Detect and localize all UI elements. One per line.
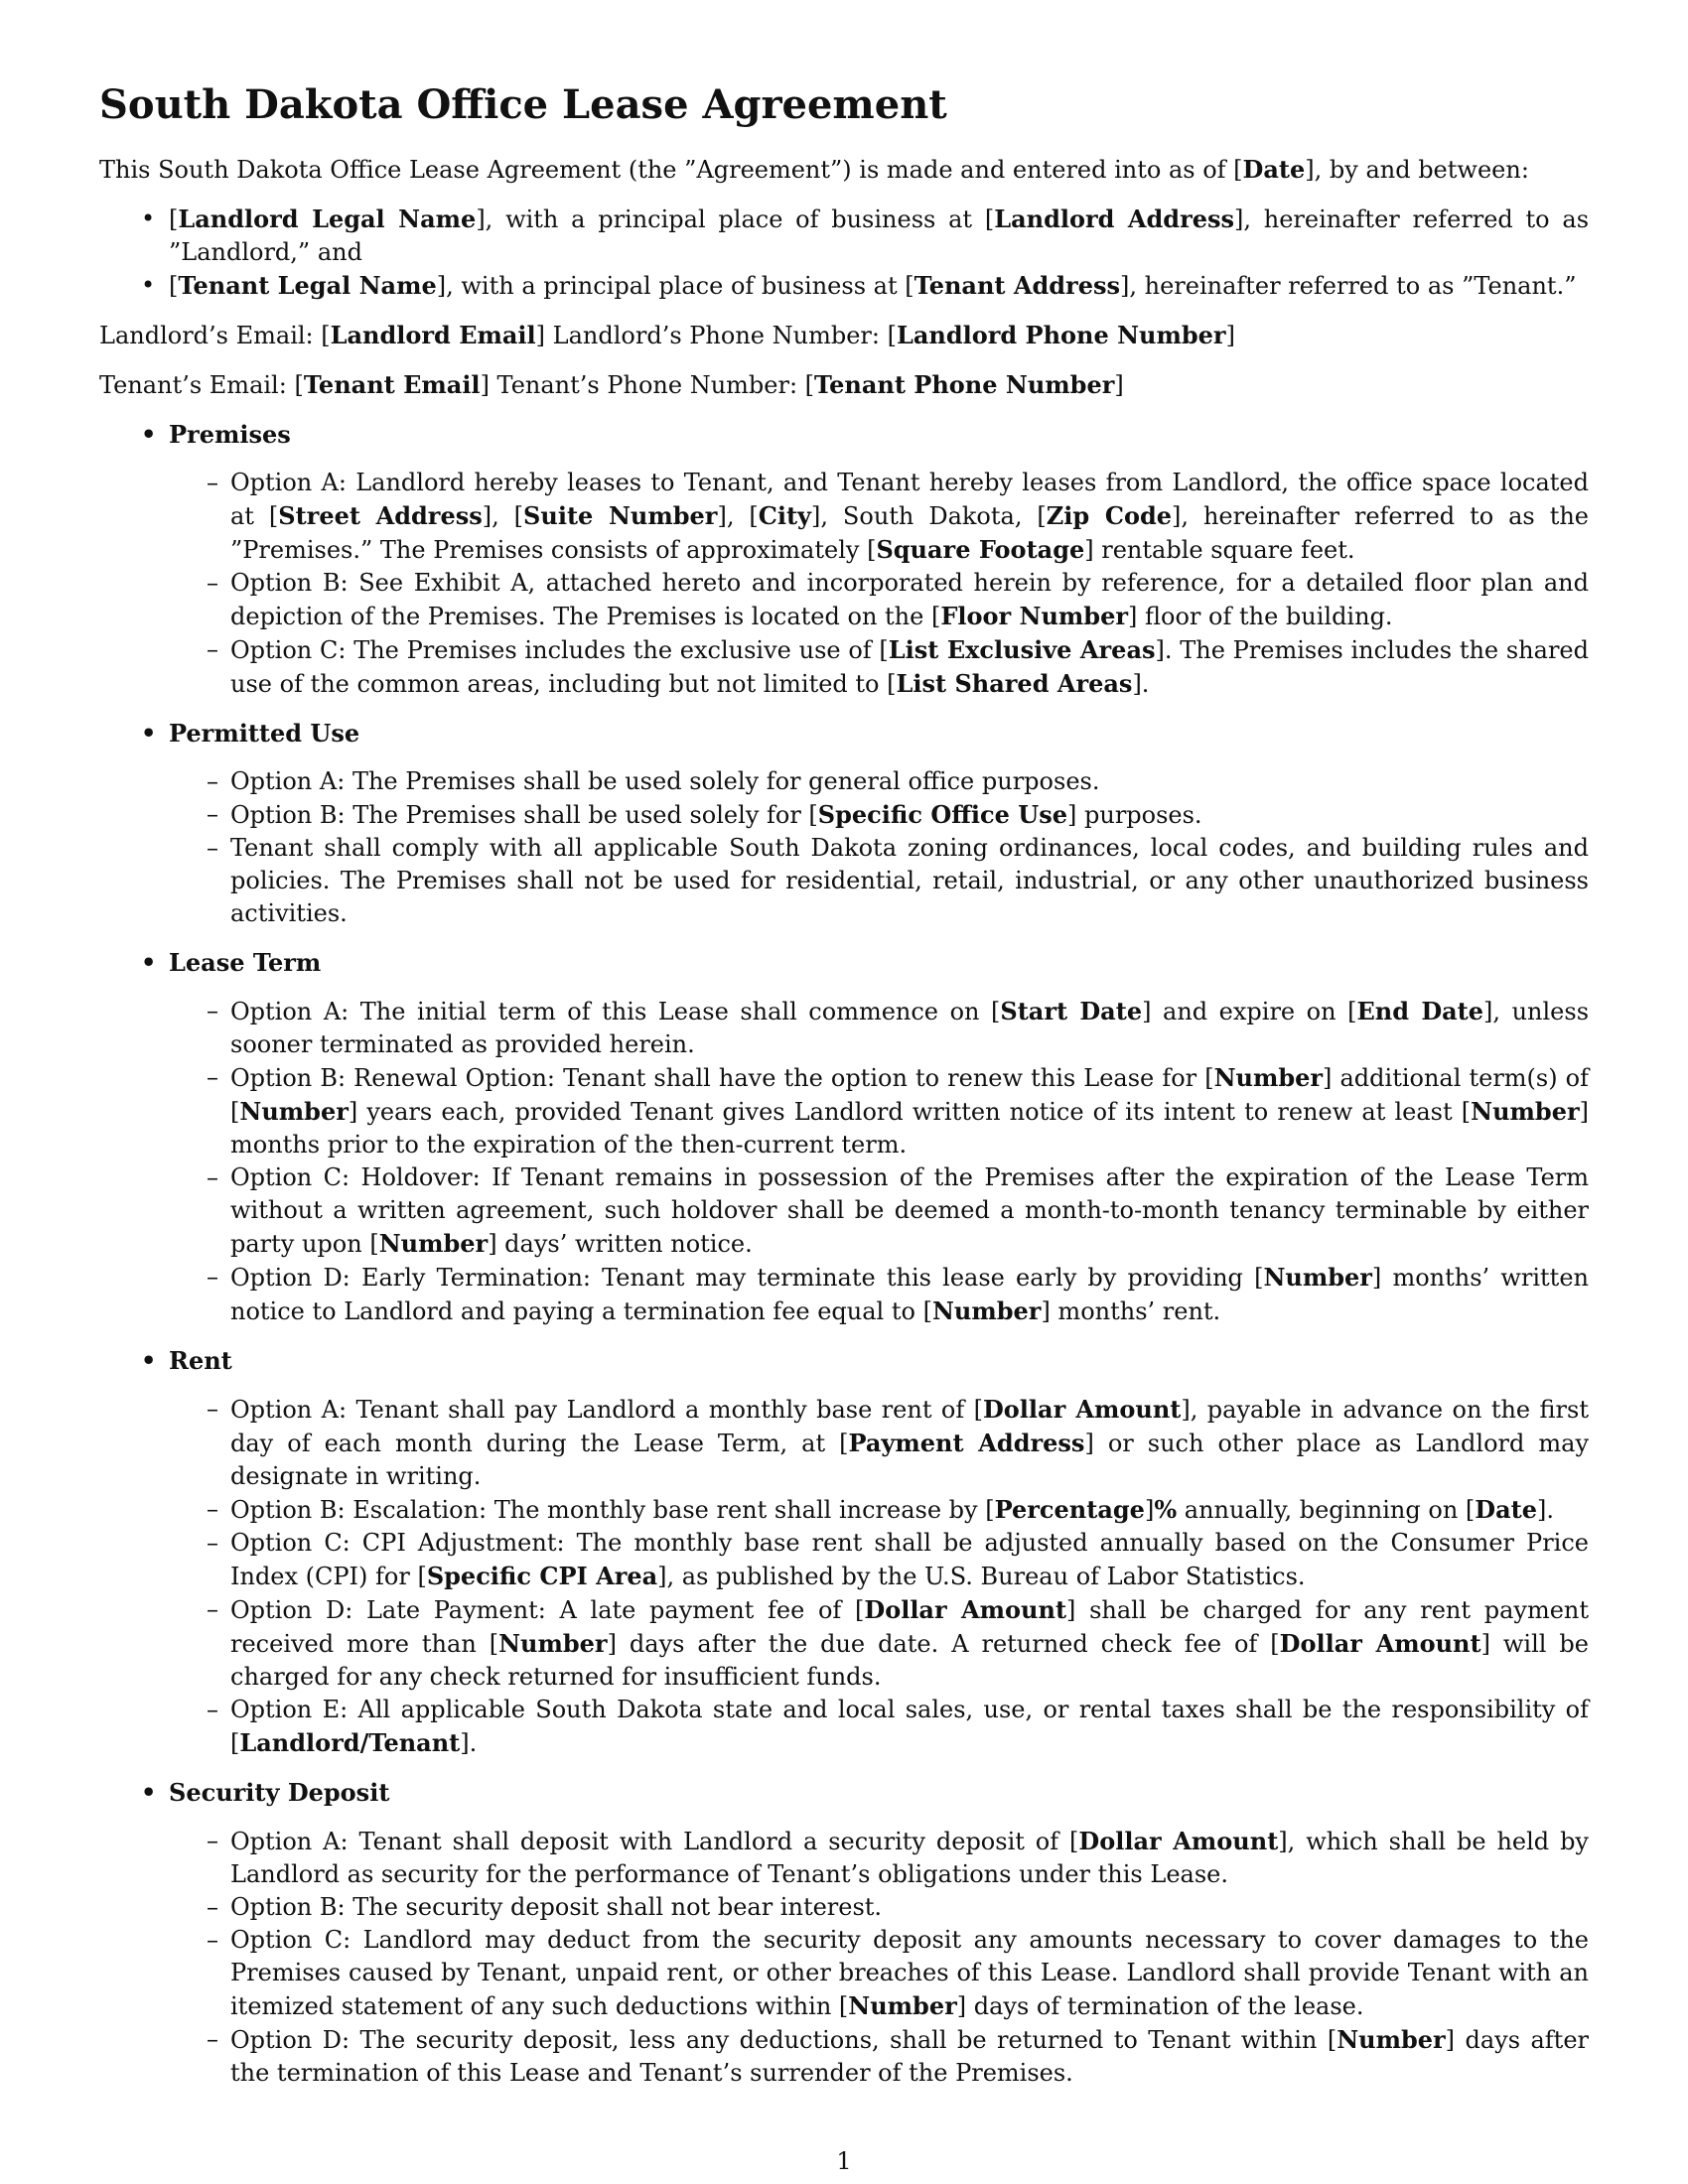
placeholder-tenant-address: Tenant Address [914,271,1120,300]
party-tenant: • [Tenant Legal Name], with a principal place of business at [Tenant Address], hereinafter referred to as ”Tenant.” [99,269,1589,303]
section-title: • Premises [169,418,1589,451]
placeholder-tenant-phone: Tenant Phone Number [814,370,1115,399]
document-title: South Dakota Office Lease Agreement [99,81,947,128]
section-premises [99,418,1589,701]
sections-list [99,418,1589,2090]
option-item: – Option D: Early Termination: Tenant may terminate this lease early by providing [Number] months’ written notice to Landlord and paying a termination fee equal to [Number] months’ rent. [169,1261,1589,1328]
placeholder-date: Date [1242,155,1306,184]
option-item: – Option E: All applicable South Dakota state and local sales, use, or rental taxes shall be the responsibility of [Landlord/Tenant]. [169,1694,1589,1760]
placeholder-tenant-legal-name: Tenant Legal Name [178,271,437,300]
section-title: • Rent [169,1344,1589,1377]
landlord-contact-line: Landlord’s Email: [Landlord Email] Landlord’s Phone Number: [Landlord Phone Number] [99,321,1235,349]
parties-list [99,203,1589,303]
option-item: – Option C: Landlord may deduct from the security deposit any amounts necessary to cover damages to the Premises caused by Tenant, unpaid rent, or other breaches of this Lease. Landlord shall provide Tenant with an itemized statement of any such deductions within [Number] days of termination of the lease. [169,1924,1589,2023]
option-item: – Option A: The initial term of this Lease shall commence on [Start Date] and expire on [End Date], unless sooner terminated as provided herein. [169,995,1589,1061]
section-security-deposit [99,1776,1589,2090]
placeholder-landlord-legal-name: Landlord Legal Name [178,205,477,233]
placeholder-tenant-email: Tenant Email [303,370,481,399]
option-item: – Option B: See Exhibit A, attached hereto and incorporated herein by reference, for a detailed floor plan and depiction of the Premises. The Premises is located on the [Floor Number] floor of the building. [169,567,1589,633]
placeholder-landlord-phone: Landlord Phone Number [896,321,1226,349]
placeholder-landlord-email: Landlord Email [330,321,536,349]
section-title: • Permitted Use [169,717,1589,750]
placeholder-landlord-address: Landlord Address [994,205,1235,233]
party-landlord: • [Landlord Legal Name], with a principal place of business at [Landlord Address], hereinafter referred to as ”Landlord,” and [99,203,1589,269]
option-item: – Option C: The Premises includes the exclusive use of [List Exclusive Areas]. The Premises includes the shared use of the common areas, including but not limited to [List Shared Areas]. [169,633,1589,701]
section-rent [99,1344,1589,1760]
page-number: 1 [836,2147,852,2175]
option-item: – Tenant shall comply with all applicable South Dakota zoning ordinances, local codes, and building rules and policies. The Premises shall not be used for residential, retail, industrial, or any other unauthorized business activities. [169,832,1589,930]
section-lease-term [99,946,1589,1328]
option-item: – Option B: The Premises shall be used solely for [Specific Office Use] purposes. [169,798,1589,832]
tenant-contact-line: Tenant’s Email: [Tenant Email] Tenant’s Phone Number: [Tenant Phone Number] [99,370,1124,399]
option-item: – Option A: Tenant shall deposit with Landlord a security deposit of [Dollar Amount], which shall be held by Landlord as security for the performance of Tenant’s obligations under this Lease. [169,1825,1589,1891]
section-title: • Security Deposit [169,1776,1589,1809]
option-item: – Option D: Late Payment: A late payment fee of [Dollar Amount] shall be charged for any rent payment received more than [Number] days after the due date. A returned check fee of [Dollar Amount] will be charged for any check returned for insufficient funds. [169,1593,1589,1694]
option-item: – Option D: The security deposit, less any deductions, shall be returned to Tenant within [Number] days after the termination of this Lease and Tenant’s surrender of the Premises. [169,2023,1589,2090]
intro-paragraph: This South Dakota Office Lease Agreement (the ”Agreement”) is made and entered into as of [Date], by and between: [99,155,1529,184]
option-item: – Option C: CPI Adjustment: The monthly base rent shall be adjusted annually based on the Consumer Price Index (CPI) for [Specific CPI Area], as published by the U.S. Bureau of Labor Statistics. [169,1527,1589,1593]
option-item: – Option B: Renewal Option: Tenant shall have the option to renew this Lease for [Number] additional term(s) of [Number] years each, provided Tenant gives Landlord written notice of its intent to renew at least [Number] months prior to the expiration of the then-current term. [169,1061,1589,1161]
option-item: – Option B: Escalation: The monthly base rent shall increase by [Percentage]% annually, beginning on [Date]. [169,1493,1589,1527]
option-item: – Option A: Landlord hereby leases to Tenant, and Tenant hereby leases from Landlord, the office space located at [Street Address], [Suite Number], [City], South Dakota, [Zip Code], hereinafter referred to as the ”Premises.” The Premises consists of approximately [Square Footage] rentable square feet. [169,467,1589,567]
section-permitted-use [99,717,1589,930]
option-item: – Option A: Tenant shall pay Landlord a monthly base rent of [Dollar Amount], payable in advance on the first day of each month during the Lease Term, at [Payment Address] or such other place as Landlord may designate in writing. [169,1393,1589,1493]
option-item: – Option A: The Premises shall be used solely for general office purposes. [169,765,1589,798]
option-item: – Option C: Holdover: If Tenant remains in possession of the Premises after the expiration of the Lease Term without a written agreement, such holdover shall be deemed a month-to-month tenancy terminable by either party upon [Number] days’ written notice. [169,1161,1589,1261]
option-item: – Option B: The security deposit shall not bear interest. [169,1891,1589,1924]
section-title: • Lease Term [169,946,1589,979]
